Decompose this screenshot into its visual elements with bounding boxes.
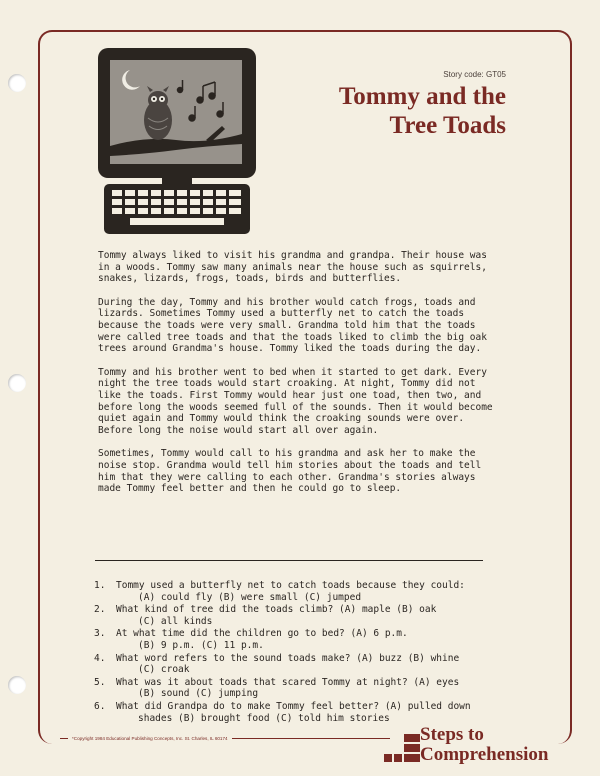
title-line-2: Tree Toads [389,112,506,139]
question-answers: (C) croak [138,664,190,676]
question-list [94,580,504,725]
question-number: 5. [94,676,106,688]
question-item [94,580,504,603]
question-text: What kind of tree did the toads climb? (A) maple (B) oak [116,604,437,616]
story-paragraph: During the day, Tommy and his brother would catch frogs, toads and lizards. Sometimes Tommy used a butterfly net to catch the toads because the toads were very small. Grandma told him that the toads were called tree toads and that the toads liked to climb the big oak trees around Grandma's house. Tommy liked the toads during the day. [98,296,487,355]
question-item [94,701,504,724]
story-text [98,250,502,507]
footer-copyright [60,736,390,741]
logo-blocks-icon [384,732,420,764]
computer-owl-icon [96,48,258,238]
binder-hole [8,374,26,392]
question-item [94,628,504,651]
footer-rule [60,738,68,739]
question-answers: (A) could fly (B) were small (C) jumped [138,591,362,603]
question-number: 3. [94,628,106,640]
story-paragraph: Sometimes, Tommy would call to his grandma and ask her to make the noise stop. Grandma would tell him stories about the toads and tell him that they were calling to each other. Grandma's stories always made Tommy feel better and then he could go to sleep. [98,448,482,495]
story-code: Story code: GT05 [443,70,506,79]
question-number: 6. [94,700,106,712]
question-item [94,677,504,700]
question-number: 1. [94,580,106,591]
question-text: What word refers to the sound toads make? (A) buzz (B) whine [116,652,460,664]
question-answers: (B) 9 p.m. (C) 11 p.m. [138,639,264,651]
logo-text-line-2: Comprehension [420,744,549,765]
logo-text-line-1: Steps to [420,724,484,745]
story-paragraph: Tommy and his brother went to bed when it started to get dark. Every night the tree toads would start croaking. At night, Tommy did not like the toads. First Tommy would hear just one toad, then two, and before long the woods seemed full of the sounds. Then it would become quiet again and Tommy would think the croaking sounds were over. Before long the noise would start all over again. [98,366,493,436]
question-number: 4. [94,652,106,664]
question-text: What did Grandpa do to make Tommy feel better? (A) pulled down [116,700,471,712]
question-text: What was it about toads that scared Tommy at night? (A) eyes [116,676,460,688]
question-text: Tommy used a butterfly net to catch toads because they could: [116,580,465,591]
footer-rule [232,738,390,739]
question-text: At what time did the children go to bed? (A) 6 p.m. [116,628,408,640]
question-item [94,604,504,627]
story-paragraph: Tommy always liked to visit his grandma and grandpa. Their house was in a woods. Tommy saw many animals near the house such as squirrels, snakes, lizards, frogs, toads, birds and butterflies. [98,250,487,285]
binder-hole [8,74,26,92]
steps-to-comprehension-logo [384,724,574,768]
question-answers: (B) sound (C) jumping [138,688,259,700]
question-answers: (C) all kinds [138,615,213,627]
binder-hole [8,676,26,694]
title-line-1: Tommy and the [338,83,506,110]
question-number: 2. [94,604,106,616]
copyright-text: *Copyright 1984 Educational Publishing Concepts, Inc. St. Charles, IL 60174 [72,736,228,741]
question-item [94,653,504,676]
page-title [276,82,506,140]
question-answers: shades (B) brought food (C) told him stories [138,712,390,724]
answer-line-divider [95,560,483,561]
